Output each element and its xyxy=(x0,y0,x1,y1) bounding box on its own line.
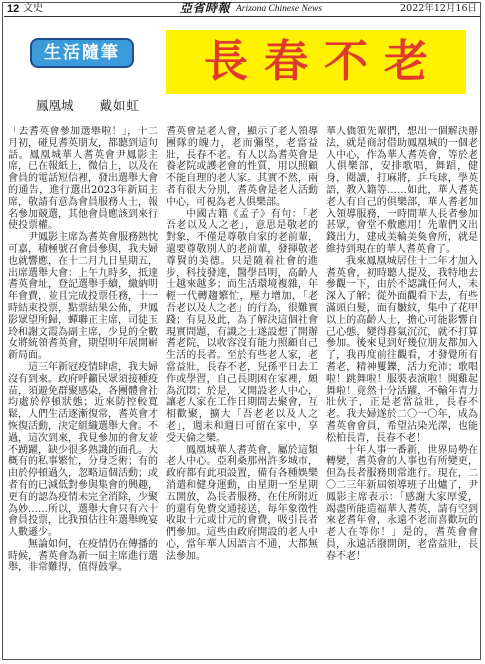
article-banner xyxy=(6,22,479,118)
article-paragraph: 華人僑領先輩們，想出一個解決辦法，就是商討借助鳳凰城的一個老人中心，作為華人耆英會，等於老人俱樂部，安排歌唱，舞蹈，健身，閱讀，打麻將，乒乓球，學英語，教入籍等……如此，華人耆英老人有自己的俱樂部，華人耆老加入領導服務，一時間華人長者參加甚眾，會堂不敷應用！先輩們又出錢出力，建成美輪美奐會所，就是維持到現在的華人耆英會了。 xyxy=(326,126,478,255)
article-paragraph: 我來鳳凰城居住十二年才加入耆英會，初時聽人提及，我特地去參觀一下，由於不認識任何人，未深入了解；從外面觀看下去，有些滿頭白髮，面有皺紋，集中了花甲以上的高齡人士，擔心可能影響自己心態，變得暮氣沉沉，就不打算參加。後來見到好幾位朋友都加入了，我再度前往觀看，才發覺所有耆老，精神矍鑠，活力充沛；歌唱啦！跳舞啦！服裝表演啦！聞雞起舞啦！竟然十分活躍，不輸年青力壯伙子，正是老當益壯，長春不老。我夫婦遂於二〇一〇年，成為耆英會會員，希望沾染光澤，也能松柏長青，長春不老！ xyxy=(326,255,478,444)
byline-author: 戴如虹 xyxy=(99,98,141,113)
article-column-3 xyxy=(326,126,478,658)
title-box xyxy=(166,30,466,94)
article-paragraph: 「去耆英會參加選舉啦！」，十二月初，碰見耆英朋友，都聽到這句話。鳳凰城華人耆英會尹鳳影主席，已在報紙上，微信上，以及在會員的電話短信裡，發出選舉大會的通告，進行選出2023年新屆主席，敬請有意為會員服務人士，報名參加競選，其他會員應該到來行使投票權。 xyxy=(8,126,158,232)
article-title: 長春不老 xyxy=(204,36,444,87)
article-paragraph: 鳳凰城華人耆英會，屬於這類老人中心。亞利桑那州許多城市，政府都有此項設置，備有各種娛樂消遣和健身運動，由星期一至星期五開放，為長者服務，在住所附近的還有免費交通接送，每年象徵性收取十元或廿元的會費，吸引長者們參加。這些由政府開設的老人中心，當年華人因語言不通，大都無法參加。 xyxy=(166,444,318,562)
issue-date: 2022年12月16日 xyxy=(400,3,477,14)
masthead-chinese: 亞省時報 xyxy=(180,1,231,15)
column-label-badge: 生活隨筆 xyxy=(30,38,134,68)
article-column-2 xyxy=(166,126,318,658)
byline-location: 鳳凰城 xyxy=(36,98,74,113)
page-number: 12 xyxy=(7,3,20,15)
page-header xyxy=(4,2,481,17)
byline xyxy=(36,98,140,114)
article-paragraph: 耆英會是老人會，顯示了老人領導團隊的魄力，老而彌堅，老當益壯，長春不老。有人以為耆英會是養老院或護老會的性質，用以照顧不能自理的老人家。其實不然，兩者有很大分別，耆英會是老人活動中心，可視為老人俱樂部。 xyxy=(166,126,318,208)
article-paragraph: 這三年新冠疫情肆虐，我夫婦沒有到來。政府呼籲民眾須接種疫苗，須避免群聚感染，各團體會社均處於停頓狀態；近來防控較寬鬆，人們生活逐漸復常，耆英會才恢復活動，決定組織選舉大會。不過，這次到來，我見參加的會友並不踴躍，缺少很多熟識的面孔。大概有的私事繁忙，分身乏術；有的由於停頓過久，忽略這個活動；或者有的已減低對參與集會的興趣，更有的認為疫情未完全消除，少聚為妙……所以，選舉大會只有六十會員投票，比我預估往年選舉晚宴人數遜少。 xyxy=(8,361,158,539)
article-paragraph: 無論如何，在疫情仍在傳播的時候，耆英會為新一屆主席進行選舉，非常難得，值得鼓掌。 xyxy=(8,538,158,574)
masthead-english: Arizona Chinese News xyxy=(236,4,323,14)
section-name: 文史 xyxy=(23,3,43,14)
article-paragraph: 十年人事一番新，世界局勢在轉變，耆英會的人事也有所變更，但為長者服務則常進行。現在，二〇二三年新屆領導班子出爐了，尹鳳影主席表示：「感謝大家厚愛，竭盡所能造福華人耆英，請有空到來老耆年會，永遠不老而喜歡玩的老人在等你！」是的，耆英會會員，永遠活潑開朗，老當益壯，長春不老！ xyxy=(326,444,478,562)
article-paragraph: 尹鳳影主席為耆英會服務熱忱可嘉，積極號召會員參與，我夫婦也就響應，在十二月九日星期五，出席選舉大會：上午九時多，抵達耆英會址，登記選舉手續，繳納明年會費，並且完成投票任務，十一時結束投票，點票結果公佈，尹鳳影眾望所歸，蟬聯正主席，司徒玉玲和謝文霞為副主席，少見的全數女將統領耆英會，期望明年展開嶄新局面。 xyxy=(8,232,158,362)
article-paragraph: 中國古籍《孟子》有句：「老吾老以及人之老」，意思是敬老的對象，不僅是尊敬自家的老前輩，還要尊敬別人的老前輩，發揮敬老尊賢的美德。只是隨着社會的進步，科技發達，醫學昌明，高齡人士越來越多；而生活環境複雜，年輕一代轉趨繁忙，壓力增加，「老吾老以及人之老」的行為，很難實踐；有見及此，為了解決這個社會現實問題，有識之士遂設想了開辦耆老院，以收容沒有能力照顧自己生活的長者。至於有些老人家，老當益壯，長春不老，兒孫平日去工作或學習，自己長期困在家裡，頗為沉悶；於是，又開設老人中心，讓老人家在工作日期間去聚會，互相歡聚，擴大「吾老老以及人之老」，週末和週日可留在家中，享受天倫之樂。 xyxy=(166,208,318,444)
article-column-1 xyxy=(8,126,158,658)
